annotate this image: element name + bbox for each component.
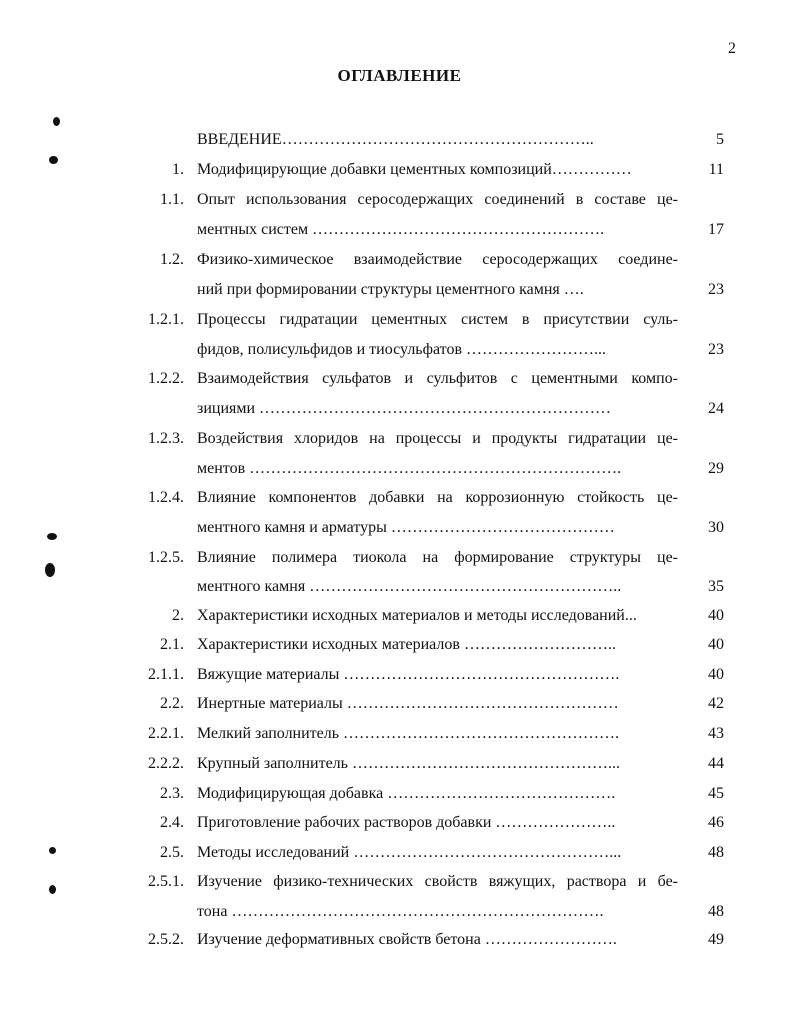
toc-entry-text-continued: фидов, полисульфидов и тиосульфатов ……………………... (197, 341, 606, 358)
scan-speck (49, 847, 56, 854)
toc-entry-text: Влияние полимера тиокола на формирование структуры це- (197, 549, 678, 566)
toc-entry-text: Процессы гидратации цементных систем в присутствии суль- (197, 311, 678, 328)
toc-entry-number: 2. (172, 607, 184, 624)
toc-entry-page: 40 (708, 607, 724, 624)
toc-entry-text-continued: зициями ………………………………………………………… (197, 400, 612, 417)
toc-entry-number: 1.2. (160, 251, 184, 268)
toc-entry-page: 23 (708, 281, 724, 298)
toc-entry-number: 1.2.2. (148, 370, 184, 387)
toc-entry-number: 2.1.1. (148, 666, 184, 683)
toc-entry-number: 1.2.1. (148, 311, 184, 328)
toc-entry-text: Модифицирующие добавки цементных композиций…………… (197, 161, 632, 178)
toc-entry-page: 40 (708, 666, 724, 683)
toc-entry-text: Характеристики исходных материалов и методы исследований... (197, 607, 637, 624)
toc-entry-text: Крупный заполнитель …………………………………………... (197, 755, 620, 772)
toc-entry-text: Опыт использования серосодержащих соединений в составе це- (197, 191, 678, 208)
toc-entry-number: 2.5. (160, 844, 184, 861)
toc-entry-number: 1.2.3. (148, 430, 184, 447)
toc-entry-number: 2.1. (160, 636, 184, 653)
scan-speck (53, 117, 60, 126)
toc-entry-number: 1.2.4. (148, 489, 184, 506)
toc-entry-text: Воздействия хлоридов на процессы и продукты гидратации це- (197, 430, 678, 447)
toc-entry-text: Модифицирующая добавка ……………………………………. (197, 785, 616, 802)
toc-entry-page: 23 (708, 341, 724, 358)
toc-entry-text-continued: ментных систем ………………………………………………. (197, 221, 605, 238)
toc-entry-text-continued: ментов ……………………………………………………………. (197, 460, 622, 477)
toc-entry-number: 2.2.2. (148, 755, 184, 772)
toc-entry-page: 48 (708, 844, 724, 861)
toc-entry-page: 43 (708, 725, 724, 742)
page-number: 2 (728, 40, 736, 57)
toc-entry-page: 49 (708, 931, 724, 948)
toc-entry-number: 2.5.1. (148, 873, 184, 890)
toc-entry-text-continued: тона ……………………………………………………………. (197, 903, 604, 920)
toc-entry-text: Характеристики исходных материалов ……………………….. (197, 636, 616, 653)
toc-entry-text-continued: ний при формировании структуры цементного камня …. (197, 281, 584, 298)
toc-entry-page: 48 (708, 903, 724, 920)
toc-entry-number: 1.2.5. (148, 549, 184, 566)
scan-speck (49, 885, 56, 894)
toc-entry-text: Влияние компонентов добавки на коррозионную стойкость це- (197, 489, 678, 506)
toc-entry-page: 5 (716, 131, 724, 148)
toc-entry-page: 40 (708, 636, 724, 653)
toc-entry-text: Взаимодействия сульфатов и сульфитов с цементными компо- (197, 370, 678, 387)
toc-entry-text: Инертные материалы …………………………………………… (197, 695, 619, 712)
page-title: ОГЛАВЛЕНИЕ (337, 66, 462, 85)
toc-entry-text-continued: ментного камня ………………………………………………….. (197, 578, 622, 595)
toc-entry-page: 46 (708, 814, 724, 831)
toc-entry-page: 17 (708, 221, 724, 238)
toc-entry-number: 1. (172, 161, 184, 178)
scan-speck (47, 533, 57, 540)
toc-entry-text: Методы исследований …………………………………………... (197, 844, 622, 861)
toc-entry-text: Физико-химическое взаимодействие серосодержащих соедине- (197, 251, 678, 268)
toc-entry-text: ВВЕДЕНИЕ………………………………………………….. (197, 131, 594, 148)
toc-entry-page: 24 (708, 400, 724, 417)
toc-entry-page: 11 (708, 161, 724, 178)
scan-speck (49, 156, 58, 164)
toc-entry-number: 2.5.2. (148, 931, 184, 948)
toc-entry-page: 29 (708, 460, 724, 477)
toc-entry-number: 2.2.1. (148, 725, 184, 742)
toc-entry-text: Мелкий заполнитель ……………………………………………. (197, 725, 620, 742)
toc-entry-page: 30 (708, 519, 724, 536)
toc-entry-text: Приготовление рабочих растворов добавки ………………….. (197, 814, 616, 831)
toc-entry-text: Вяжущие материалы ……………………………………………. (197, 666, 620, 683)
toc-entry-text: Изучение физико-технических свойств вяжущих, раствора и бе- (197, 873, 678, 890)
toc-entry-page: 45 (708, 785, 724, 802)
toc-entry-page: 42 (708, 695, 724, 712)
toc-entry-number: 1.1. (160, 191, 184, 208)
toc-entry-number: 2.2. (160, 695, 184, 712)
scan-speck (45, 563, 55, 577)
toc-entry-text: Изучение деформативных свойств бетона ……………………. (197, 931, 617, 948)
toc-entry-number: 2.3. (160, 785, 184, 802)
toc-entry-number: 2.4. (160, 814, 184, 831)
toc-entry-page: 44 (708, 755, 724, 772)
toc-entry-page: 35 (708, 578, 724, 595)
toc-entry-text-continued: ментного камня и арматуры …………………………………… (197, 519, 615, 536)
